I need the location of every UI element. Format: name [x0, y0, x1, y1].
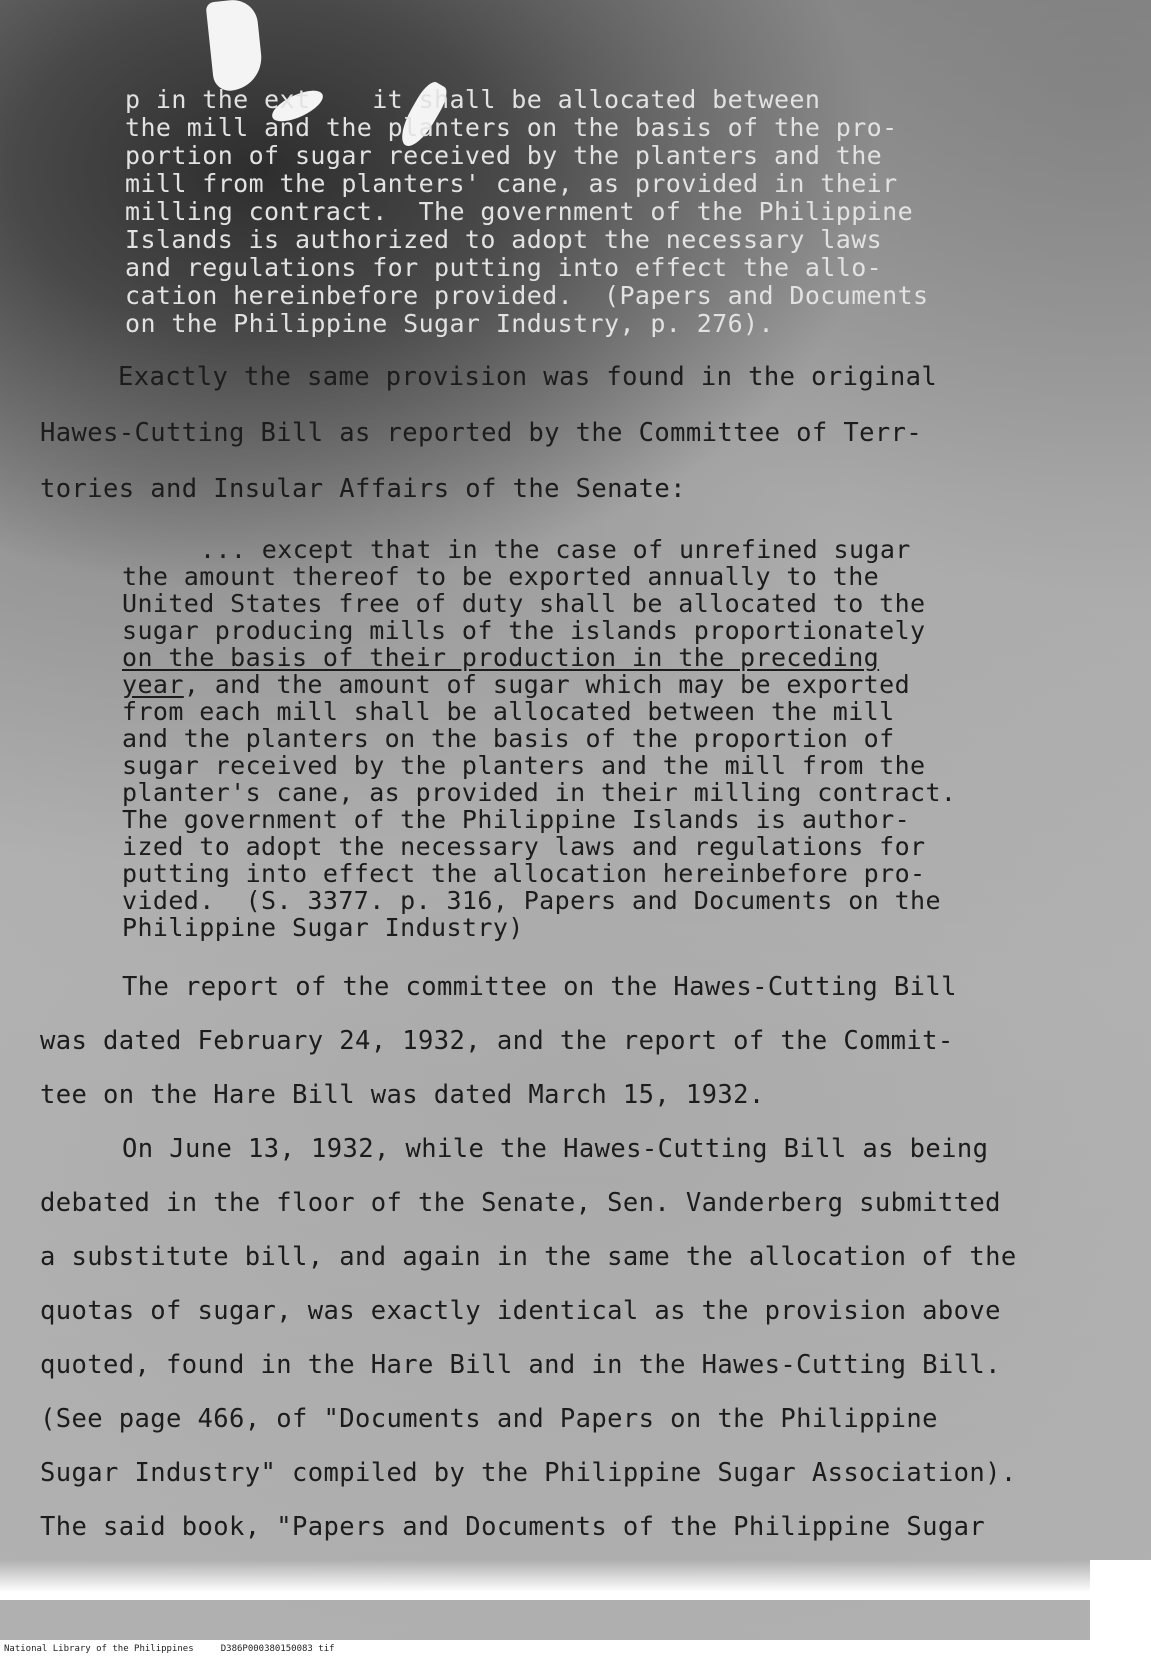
text-line: Hawes-Cutting Bill as reported by the Committee of Terr- [40, 418, 923, 448]
text-line: Philippine Sugar Industry) [122, 913, 524, 942]
text-line: Sugar Industry" compiled by the Philippine Sugar Association). [40, 1458, 1017, 1488]
text-line: quoted, found in the Hare Bill and in the Hawes-Cutting Bill. [40, 1350, 1001, 1380]
text-fragment: , and the amount of sugar which may be exported [183, 670, 911, 699]
text-line: The government of the Philippine Islands is author- [122, 805, 911, 834]
text-line: a substitute bill, and again in the same the allocation of the [40, 1242, 1017, 1272]
torn-bottom-edge [0, 1560, 1151, 1600]
paper-tear [205, 0, 264, 92]
text-line: sugar producing mills of the islands proportionately [122, 616, 926, 645]
text-line: vided. (S. 3377. p. 316, Papers and Documents on the [122, 886, 941, 915]
text-line: and regulations for putting into effect the allo- [125, 253, 883, 282]
text-line: the mill and the planters on the basis of the pro- [125, 113, 898, 142]
text-line: United States free of duty shall be allocated to the [122, 589, 926, 618]
text-line-underlined: on the basis of their production in the preceding [122, 643, 880, 672]
text-line: planter's cane, as provided in their milling contract. [122, 778, 957, 807]
text-line: The said book, "Papers and Documents of the Philippine Sugar [40, 1512, 986, 1542]
text-line: Exactly the same provision was found in the original [118, 362, 938, 392]
archive-footer: National Library of the Philippines D386P000380150083 tif [0, 1641, 1151, 1658]
text-line: tee on the Hare Bill was dated March 15, 1932. [40, 1080, 765, 1110]
text-line: tories and Insular Affairs of the Senate: [40, 474, 686, 504]
text-line [122, 671, 910, 698]
text-line: p in the ext it shall be allocated between [125, 85, 821, 114]
text-line: (See page 466, of "Documents and Papers on the Philippine [40, 1404, 938, 1434]
text-line: sugar received by the planters and the mill from the [122, 751, 926, 780]
underlined-word: year [122, 670, 184, 699]
text-line: The report of the committee on the Hawes-Cutting Bill [122, 972, 957, 1002]
text-line: Islands is authorized to adopt the necessary laws [125, 225, 883, 254]
text-line: quotas of sugar, was exactly identical as the provision above [40, 1296, 1001, 1326]
text-line: was dated February 24, 1932, and the report of the Commit- [40, 1026, 954, 1056]
text-line: ... except that in the case of unrefined sugar [200, 535, 911, 564]
text-line: on the Philippine Sugar Industry, p. 276). [125, 309, 774, 338]
text-line: putting into effect the allocation hereinbefore pro- [122, 859, 926, 888]
text-line: the amount thereof to be exported annually to the [122, 562, 880, 591]
text-line: cation hereinbefore provided. (Papers and Documents [125, 281, 929, 310]
text-line: milling contract. The government of the Philippine [125, 197, 914, 226]
text-line: portion of sugar received by the planters and the [125, 141, 883, 170]
text-line: mill from the planters' cane, as provided in their [125, 169, 898, 198]
text-line: from each mill shall be allocated between the mill [122, 697, 895, 726]
text-line: and the planters on the basis of the proportion of [122, 724, 895, 753]
torn-corner [1090, 1560, 1151, 1640]
text-line: ized to adopt the necessary laws and regulations for [122, 832, 926, 861]
text-line: debated in the floor of the Senate, Sen. Vanderberg submitted [40, 1188, 1001, 1218]
text-line: On June 13, 1932, while the Hawes-Cutting Bill as being [122, 1134, 989, 1164]
